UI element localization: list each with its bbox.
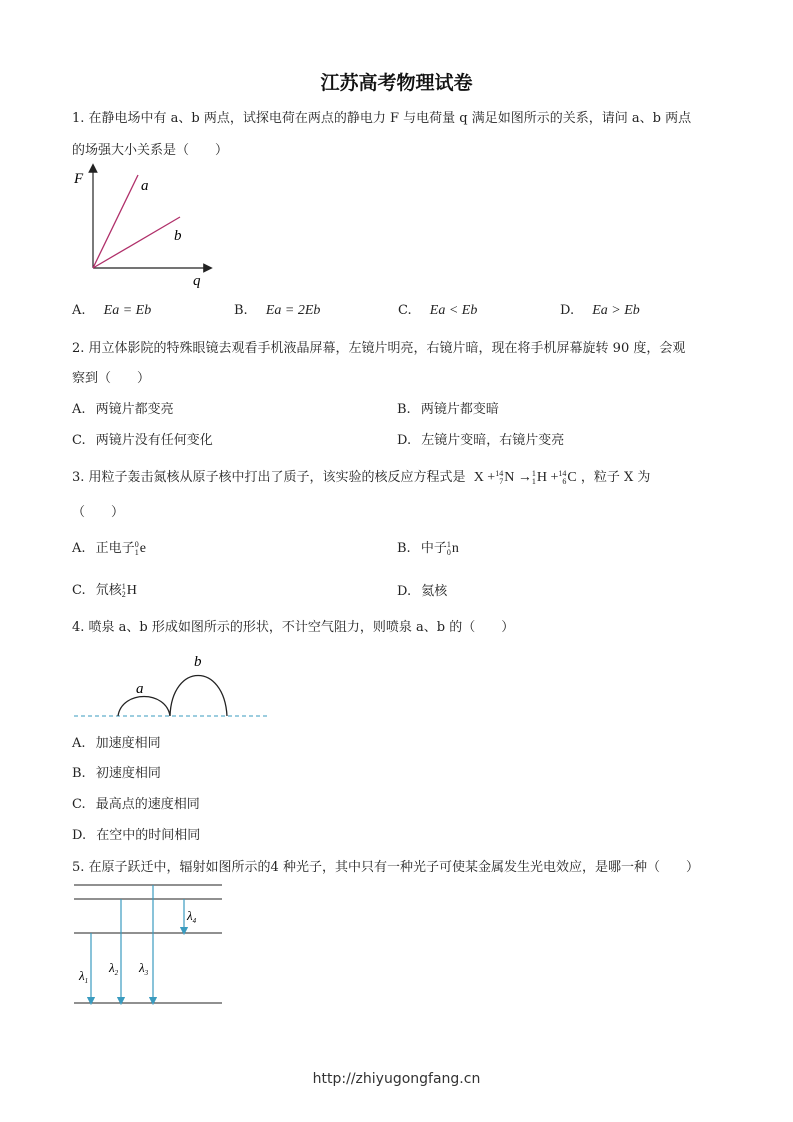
- q3-stem-suffix: ，粒子 X 为: [580, 470, 651, 485]
- option-label: B.: [234, 303, 248, 318]
- option-text: 氦核: [421, 584, 448, 599]
- q4-option-c[interactable]: [72, 796, 200, 814]
- q4-label-a: a: [136, 681, 144, 697]
- option-label: B.: [397, 402, 411, 417]
- q2-option-b[interactable]: [397, 401, 499, 419]
- option-label: D.: [397, 433, 412, 448]
- option-text: 左镜片变暗，右镜片变亮: [421, 433, 565, 448]
- q1-y-label: F: [74, 171, 84, 187]
- option-text: 在空中的时间相同: [96, 828, 201, 843]
- q1-line-a: [93, 175, 138, 268]
- q5-stem-line1: 5. 在原子跃迁中，辐射如图所示的4 种光子，其中只有一种光子可使某金属发生光电效应，是哪一种（ ）: [72, 860, 699, 875]
- q1-label-a: a: [141, 178, 149, 194]
- q3-option-d[interactable]: [397, 583, 447, 601]
- q1-figure: [70, 165, 220, 290]
- q1-stem-line1: 1. 在静电场中有 a、b 两点，试探电荷在两点的静电力 F 与电荷量 q 满足如图所示的关系，请问 a、b 两点: [72, 111, 692, 126]
- q3-option-a[interactable]: A. 正电子 0 1 e: [72, 539, 146, 557]
- option-label: C.: [72, 583, 86, 598]
- option-text: 两镜片都变暗: [420, 402, 499, 417]
- q1-label-b: b: [174, 228, 182, 244]
- q2-stem-line1: 2. 用立体影院的特殊眼镜去观看手机液晶屏幕，左镜片明亮，右镜片暗，现在将手机屏幕旋转 90 度，会观: [72, 341, 686, 356]
- q1-option-d[interactable]: [560, 302, 640, 320]
- q3-stem-line2: （ ）: [72, 505, 125, 520]
- q1-x-label: q: [193, 273, 201, 289]
- option-text: Ea = Eb: [103, 303, 152, 318]
- option-text: 两镜片没有任何变化: [95, 433, 213, 448]
- q3-option-b[interactable]: B. 中子 1 0 n: [397, 539, 459, 557]
- q4-label-b: b: [194, 654, 202, 670]
- q4-option-b[interactable]: [72, 765, 161, 783]
- option-label: D.: [560, 303, 575, 318]
- option-label: A.: [72, 541, 86, 556]
- option-label: D.: [72, 828, 87, 843]
- q2-option-c[interactable]: [72, 432, 213, 450]
- q5-label-2: $\lambda_2$: [109, 960, 119, 977]
- q4-option-d[interactable]: [72, 827, 200, 845]
- q2-stem-line2: 察到（ ）: [72, 371, 151, 386]
- q3-equation: X + 14 7 N → 1 1 H + 14 6 C: [473, 468, 577, 486]
- option-label: C.: [72, 433, 86, 448]
- option-text: 正电子: [95, 541, 135, 556]
- option-label: C.: [398, 303, 412, 318]
- q4-figure: [72, 650, 272, 725]
- q4-option-a[interactable]: [72, 735, 161, 753]
- q5-label-1: $\lambda_1$: [79, 968, 89, 985]
- option-label: D.: [397, 584, 412, 599]
- option-text: 两镜片都变亮: [95, 402, 174, 417]
- q4-fountain-a: [118, 697, 170, 717]
- page-title: 江苏高考物理试卷: [320, 72, 473, 94]
- q2-option-a[interactable]: [72, 401, 174, 419]
- option-label: A.: [72, 303, 86, 318]
- option-label: A.: [72, 402, 86, 417]
- q5-label-4: $\lambda_4$: [187, 908, 197, 925]
- q3-stem-line1: [72, 469, 650, 487]
- option-text: 初速度相同: [95, 766, 161, 781]
- option-label: C.: [72, 797, 86, 812]
- option-label: B.: [72, 766, 86, 781]
- option-text: 中子: [420, 541, 447, 556]
- q1-option-b[interactable]: [234, 302, 320, 320]
- q4-stem-line1: 4. 喷泉 a、b 形成如图所示的形状，不计空气阻力，则喷泉 a、b 的（ ）: [72, 620, 515, 635]
- option-label: A.: [72, 736, 86, 751]
- q5-figure: [72, 880, 232, 1010]
- option-text: Ea = 2Eb: [265, 303, 321, 318]
- q3-stem-prefix: 3. 用粒子轰击氮核从原子核中打出了质子，该实验的核反应方程式是: [72, 470, 466, 485]
- option-text: 最高点的速度相同: [95, 797, 200, 812]
- footer-url[interactable]: http://zhiyugongfang.cn: [312, 1071, 481, 1087]
- q3-option-c[interactable]: C. 氘核 1 2 H: [72, 581, 137, 599]
- q5-label-3: $\lambda_3$: [139, 960, 149, 977]
- option-label: B.: [397, 541, 411, 556]
- option-text: Ea < Eb: [429, 303, 478, 318]
- q1-option-c[interactable]: [398, 302, 477, 320]
- q1-option-a[interactable]: [72, 302, 151, 320]
- q1-stem-line2: 的场强大小关系是（ ）: [72, 143, 229, 158]
- option-text: Ea > Eb: [592, 303, 640, 318]
- q2-option-d[interactable]: [397, 432, 564, 450]
- q4-fountain-b: [170, 676, 227, 717]
- option-text: 氘核: [95, 583, 122, 598]
- option-text: 加速度相同: [95, 736, 161, 751]
